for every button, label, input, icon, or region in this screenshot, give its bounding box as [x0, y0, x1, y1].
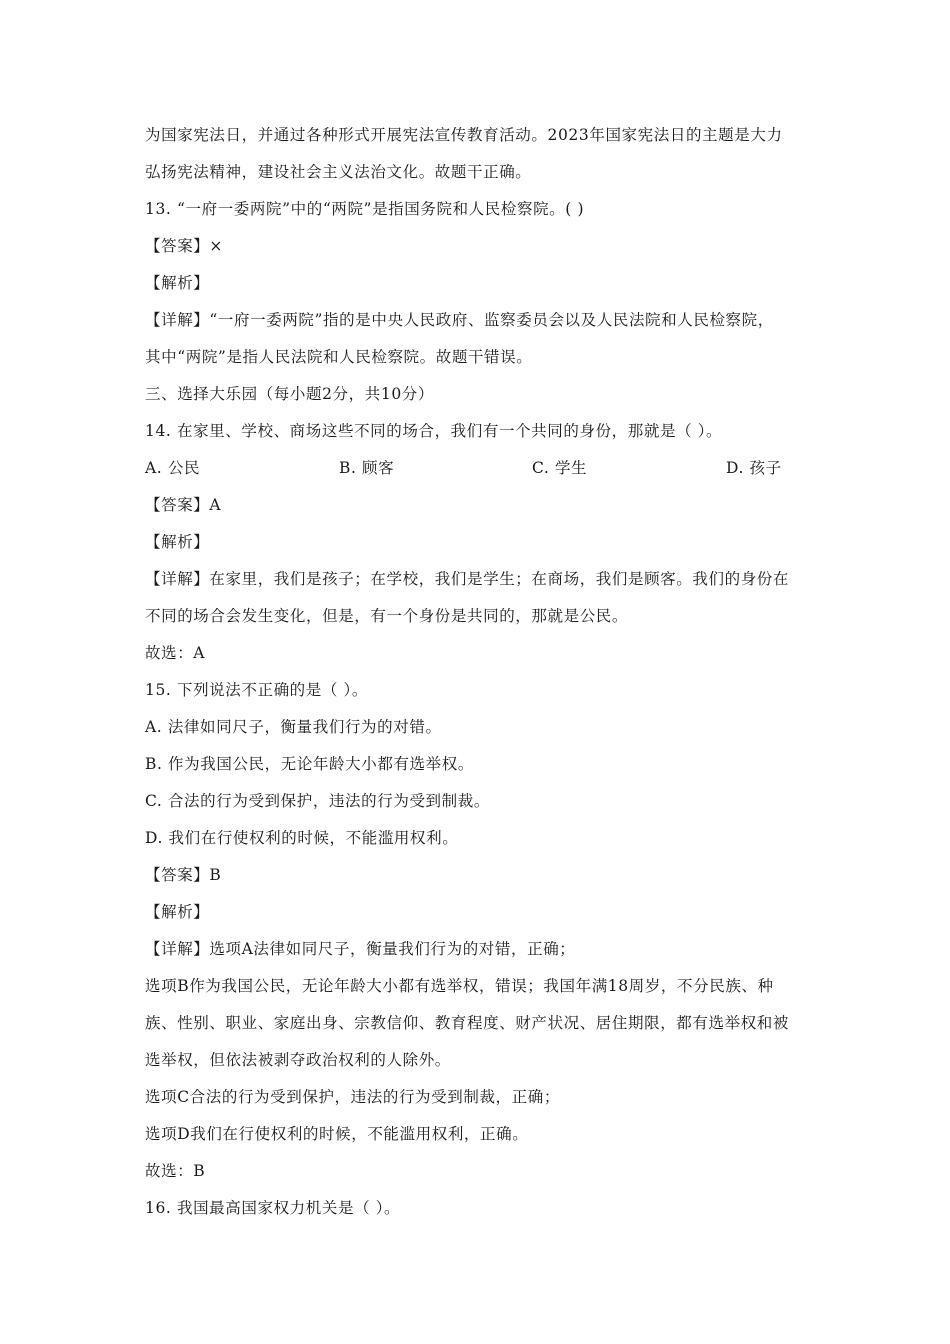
explanation-text: 选举权，但依法被剥夺政治权利的人除外。: [145, 1051, 451, 1069]
explanation-text: 【详解】“一府一委两院”指的是中央人民政府、监察委员会以及人民法院和人民检察院，: [145, 311, 774, 329]
answer-label: 【答案】B: [145, 866, 222, 884]
option-d: D. 孩子: [726, 459, 782, 477]
explanation-text: 【详解】在家里，我们是孩子；在学校，我们是学生；在商场，我们是顾客。我们的身份在: [145, 570, 790, 588]
explanation-text: 不同的场合会发生变化，但是，有一个身份是共同的，那就是公民。: [145, 607, 629, 625]
question-16: 16. 我国最高国家权力机关是（ ）。: [145, 1199, 401, 1217]
analysis-label: 【解析】: [145, 903, 210, 921]
option-c: C. 学生: [532, 459, 588, 477]
question-14: 14. 在家里、学校、商场这些不同的场合，我们有一个共同的身份，那就是（ ）。: [145, 422, 723, 440]
text-line: 为国家宪法日，并通过各种形式开展宪法宣传教育活动。2023年国家宪法日的主题是大力: [145, 126, 783, 144]
explanation-text: 族、性别、职业、家庭出身、宗教信仰、教育程度、财产状况、居住期限，都有选举权和被: [145, 1014, 790, 1032]
answer-label: 【答案】×: [145, 237, 223, 255]
explanation-text: 选项B作为我国公民，无论年龄大小都有选举权，错误；我国年满18周岁，不分民族、种: [145, 977, 774, 995]
explanation-text: 【详解】选项A法律如同尺子，衡量我们行为的对错，正确；: [145, 940, 576, 958]
option-b: B. 作为我国公民，无论年龄大小都有选举权。: [145, 755, 474, 773]
explanation-text: 选项D我们在行使权利的时候，不能滥用权利，正确。: [145, 1125, 529, 1143]
choice-result: 故选：B: [145, 1162, 206, 1180]
option-b: B. 顾客: [339, 459, 395, 477]
option-d: D. 我们在行使权利的时候，不能滥用权利。: [145, 829, 459, 847]
text-line: 弘扬宪法精神，建设社会主义法治文化。故题干正确。: [145, 163, 532, 181]
option-a: A. 公民: [145, 459, 201, 477]
question-15: 15. 下列说法不正确的是（ ）。: [145, 681, 368, 699]
question-13: 13. “一府一委两院”中的“两院”是指国务院和人民检察院。( ): [145, 200, 585, 218]
explanation-text: 选项C合法的行为受到保护，违法的行为受到制裁，正确；: [145, 1088, 560, 1106]
analysis-label: 【解析】: [145, 274, 210, 292]
analysis-label: 【解析】: [145, 533, 210, 551]
option-c: C. 合法的行为受到保护，违法的行为受到制裁。: [145, 792, 490, 810]
explanation-text: 其中“两院”是指人民法院和人民检察院。故题干错误。: [145, 348, 533, 366]
answer-label: 【答案】A: [145, 496, 222, 514]
section-heading: 三、选择大乐园（每小题2分，共10分）: [145, 385, 434, 403]
option-a: A. 法律如同尺子，衡量我们行为的对错。: [145, 718, 442, 736]
choice-result: 故选：A: [145, 644, 206, 662]
